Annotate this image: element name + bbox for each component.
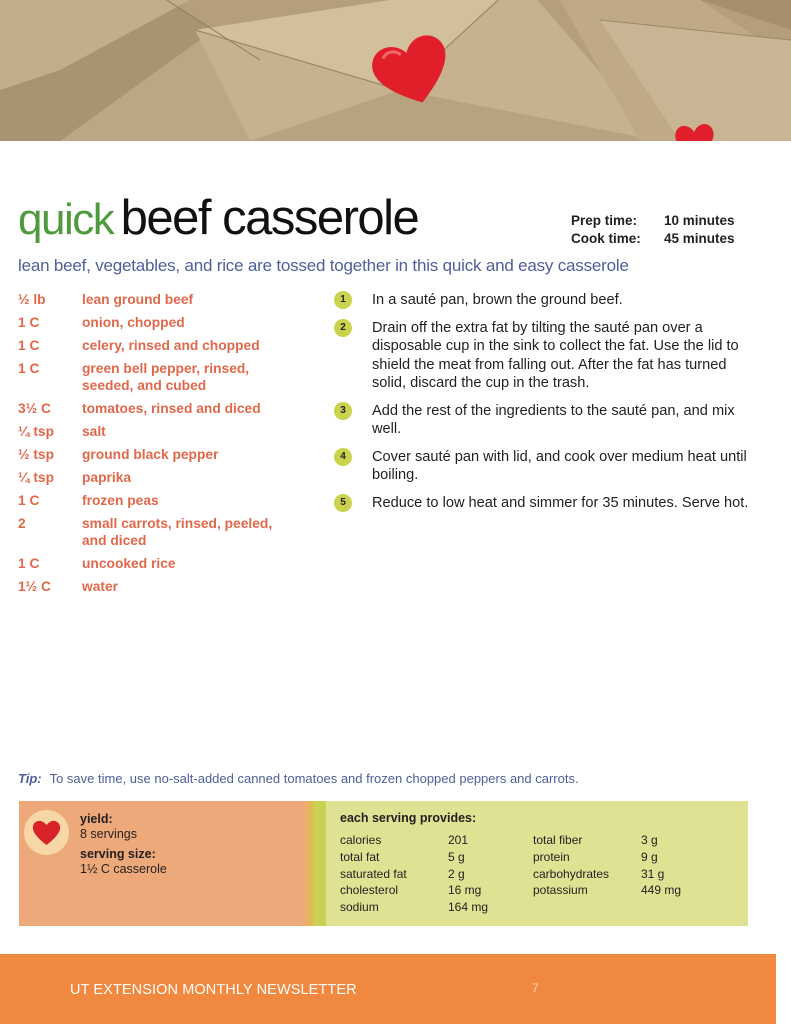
ingredient-qty: ½ lb — [18, 292, 46, 307]
step-number-badge: 1 — [334, 291, 352, 309]
step-number-badge: 3 — [334, 402, 352, 420]
title-main: beef casserole — [120, 191, 419, 245]
nutrient-name: total fiber — [533, 833, 583, 847]
recipe-times — [571, 212, 735, 248]
newsletter-name: UT EXTENSION MONTHLY NEWSLETTER — [70, 982, 357, 998]
ingredient-item — [18, 515, 308, 549]
step-text: Reduce to low heat and simmer for 35 minutes. Serve hot. — [372, 494, 749, 511]
banner-photo — [0, 0, 791, 141]
nutrient-row — [533, 882, 681, 899]
step-number-badge: 4 — [334, 448, 352, 466]
nutrient-row — [340, 866, 488, 883]
recipe-title — [18, 191, 419, 245]
direction-step — [334, 448, 754, 485]
serving-size-label: serving size: — [80, 847, 156, 861]
nutrient-row — [340, 832, 488, 849]
nutrient-row — [533, 832, 681, 849]
heart-badge — [24, 810, 69, 855]
nutrient-name: potassium — [533, 883, 588, 898]
heart-icon — [32, 819, 61, 846]
ingredient-item — [18, 555, 308, 572]
ingredient-qty: 1½ C — [18, 579, 51, 594]
nutrient-value: 449 mg — [641, 883, 682, 898]
step-text: Add the rest of the ingredients to the sauté pan, and mix well. — [372, 402, 735, 437]
ingredient-item — [18, 578, 308, 595]
ingredient-item — [18, 337, 308, 354]
nutrient-value: 9 g — [641, 849, 658, 864]
ingredient-item — [18, 446, 308, 463]
ingredient-name: onion, chopped — [82, 315, 185, 330]
nutrient-name: total fat — [340, 849, 380, 864]
nutrient-value: 164 mg — [448, 900, 489, 915]
nutrient-name: saturated fat — [340, 866, 407, 881]
direction-step — [334, 319, 754, 393]
tip-line — [18, 771, 579, 786]
nutrient-value: 16 mg — [448, 883, 482, 898]
panel-divider-stripe — [313, 801, 326, 926]
nutrient-value: 31 g — [641, 866, 665, 881]
ingredient-item — [18, 423, 308, 440]
tip-text: To save time, use no-salt-added canned tomatoes and frozen chopped peppers and carrots. — [49, 771, 579, 786]
serving-size-value: 1½ C casserole — [80, 862, 167, 876]
direction-step — [334, 494, 754, 513]
recipe-subtitle: lean beef, vegetables, and rice are tossed together in this quick and easy casserole — [18, 256, 629, 275]
ingredient-qty: 1 C — [18, 361, 40, 376]
step-number-badge: 2 — [334, 319, 352, 337]
yield-label: yield: — [80, 812, 113, 826]
nutrient-row — [340, 849, 488, 866]
ingredient-item — [18, 492, 308, 509]
ingredient-name: lean ground beef — [82, 292, 194, 307]
nutrient-row — [533, 866, 681, 883]
nutrition-column-1 — [340, 832, 488, 916]
ingredient-name: green bell pepper, rinsed, seeded, and cubed — [82, 361, 250, 393]
ingredient-name: uncooked rice — [82, 556, 176, 571]
ingredient-name: ground black pepper — [82, 447, 219, 462]
ingredient-name: water — [82, 579, 119, 594]
nutrient-row — [340, 882, 488, 899]
page-number: 7 — [532, 981, 539, 995]
direction-step — [334, 291, 754, 310]
ingredient-name: small carrots, rinsed, peeled, and diced — [82, 516, 273, 548]
nutrient-row — [340, 899, 488, 916]
ingredient-list — [18, 291, 308, 601]
ingredient-qty: ½ tsp — [18, 447, 55, 462]
direction-step — [334, 402, 754, 439]
ingredient-qty: 1 C — [18, 338, 40, 353]
nutrition-header: each serving provides: — [340, 811, 477, 825]
page-footer — [0, 954, 776, 1024]
step-text: Drain off the extra fat by tilting the sauté pan over a disposable cup in the sink to collect the fat. Use the lid to shield the meat from falling out. After the fat has turned solid, discard the cup in the trash. — [372, 319, 739, 391]
ingredient-qty: 1 C — [18, 493, 40, 508]
ingredient-item — [18, 400, 308, 417]
prep-time-value: 10 minutes — [664, 213, 735, 228]
title-quick: quick — [18, 195, 114, 244]
cook-time-label: Cook time: — [571, 231, 641, 246]
ingredient-name: paprika — [82, 470, 132, 485]
nutrient-value: 3 g — [641, 833, 658, 847]
ingredient-qty: 1 C — [18, 556, 40, 571]
nutrient-name: sodium — [340, 900, 379, 915]
ingredient-name: salt — [82, 424, 106, 439]
ingredient-qty: 3½ C — [18, 401, 51, 416]
tip-label: Tip: — [18, 771, 42, 786]
nutrient-value: 2 g — [448, 866, 465, 881]
nutrient-value: 201 — [448, 833, 469, 847]
cook-time-row — [571, 230, 735, 248]
yield-value: 8 servings — [80, 827, 137, 841]
cook-time-value: 45 minutes — [664, 231, 735, 246]
prep-time-row — [571, 212, 735, 230]
nutrient-name: protein — [533, 849, 570, 864]
panel-divider-stripe — [306, 801, 313, 926]
ingredient-name: celery, rinsed and chopped — [82, 338, 260, 353]
ingredient-qty: 1 C — [18, 315, 40, 330]
ingredient-item — [18, 360, 308, 394]
ingredient-item — [18, 291, 308, 308]
prep-time-label: Prep time: — [571, 213, 638, 228]
ingredient-name: tomatoes, rinsed and diced — [82, 401, 261, 416]
ingredient-item — [18, 314, 308, 331]
step-number-badge: 5 — [334, 494, 352, 512]
nutrition-column-2 — [533, 832, 681, 899]
step-text: In a sauté pan, brown the ground beef. — [372, 292, 623, 308]
nutrient-name: carbohydrates — [533, 866, 610, 881]
nutrient-row — [533, 849, 681, 866]
yield-block — [80, 812, 167, 882]
ingredient-item — [18, 469, 308, 486]
ingredient-qty: 2 — [18, 516, 26, 531]
ingredient-qty: ¼ tsp — [18, 470, 55, 485]
ingredient-qty: ¼ tsp — [18, 424, 55, 439]
direction-list — [334, 291, 754, 521]
step-text: Cover sauté pan with lid, and cook over medium heat until boiling. — [372, 448, 747, 483]
nutrient-name: cholesterol — [340, 883, 399, 898]
ingredient-name: frozen peas — [82, 493, 159, 508]
nutrient-value: 5 g — [448, 849, 465, 864]
nutrient-name: calories — [340, 833, 382, 847]
